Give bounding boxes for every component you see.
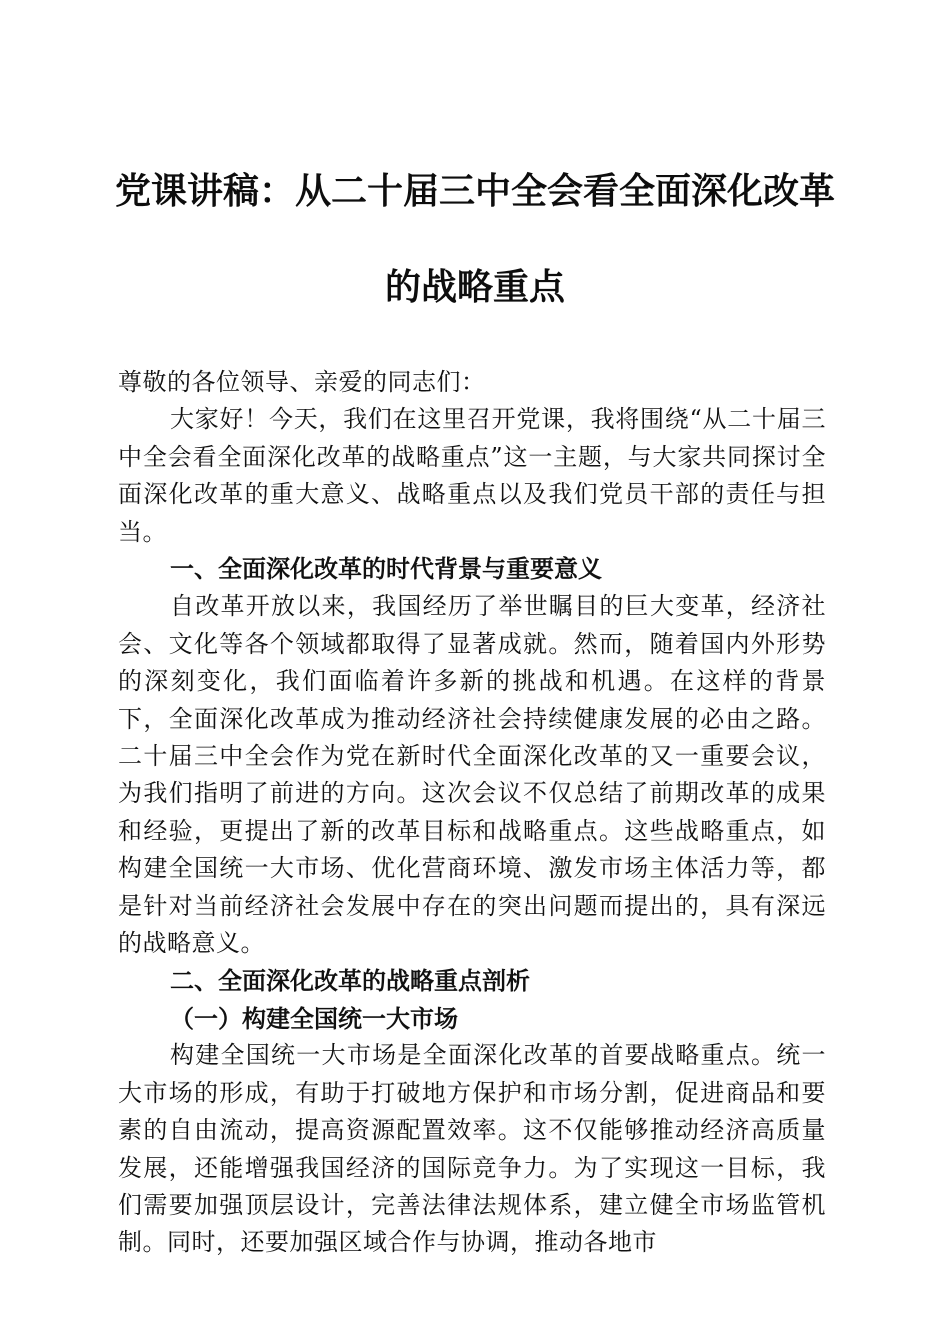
section-1-heading: 一、全面深化改革的时代背景与重要意义: [170, 555, 602, 584]
section-2-heading: 二、全面深化改革的战略重点剖析: [170, 966, 530, 995]
document-title-line-2: 的战略重点: [384, 267, 565, 308]
document-title-line-1: 党课讲稿：从二十届三中全会看全面深化改革: [114, 171, 835, 212]
subsection-1-paragraph: 构建全国统一大市场是全面深化改革的首要战略重点。统一大市场的形成，有助于打破地方保护和市场分割，促进商品和要素的自由流动，提高资源配置效率。这不仅能够推动经济高质量发展，还能增强我国经济的国际竞争力。为了实现这一目标，我们需要加强顶层设计，完善法律法规体系，建立健全市场监管机制。同时，还要加强区域合作与协调，推动各地市: [118, 1041, 826, 1257]
document-body: [118, 364, 826, 1262]
subsection-1-heading: （一）构建全国统一大市场: [170, 1003, 458, 1033]
section-1-paragraph: 自改革开放以来，我国经历了举世瞩目的巨大变革，经济社会、文化等各个领域都取得了显著成就。然而，随着国内外形势的深刻变化，我们面临着许多新的挑战和机遇。在这样的背景下，全面深化改革成为推动经济社会持续健康发展的必由之路。二十届三中全会作为党在新时代全面深化改革的又一重要会议，为我们指明了前进的方向。这次会议不仅总结了前期改革的成果和经验，更提出了新的改革目标和战略重点。这些战略重点，如构建全国统一大市场、优化营商环境、激发市场主体活力等，都是针对当前经济社会发展中存在的突出问题而提出的，具有深远的战略意义。: [118, 592, 826, 958]
intro-paragraph: 大家好！今天，我们在这里召开党课，我将围绕“从二十届三中全会看全面深化改革的战略重点”这一主题，与大家共同探讨全面深化改革的重大意义、战略重点以及我们党员干部的责任与担当。: [118, 405, 826, 546]
salutation: 尊敬的各位领导、亲爱的同志们：: [118, 368, 486, 396]
